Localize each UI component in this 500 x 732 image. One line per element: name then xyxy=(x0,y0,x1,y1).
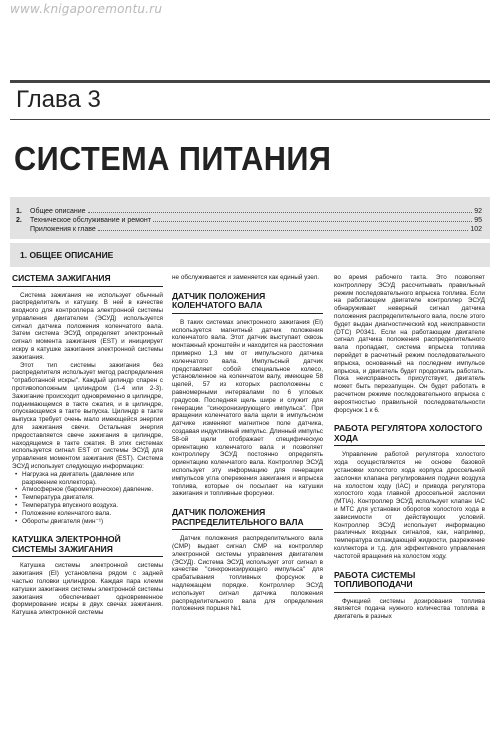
toc-leader xyxy=(98,229,468,231)
toc-page: 102 xyxy=(470,226,482,233)
paragraph: во время рабочего такта. Это позволяет контроллеру ЭСУД рассчитывать правильный режим последовательного впрыска топлива. Если на работающем двигателе контроллер ЭСУД обнаруживает неверный сигнал датчика положения распределительного вала, после этого будет выдан диагностический код неисправности (DTC) P0341. Если на работающем двигателе сигнал датчика положения распределительного вала пропадает, система впрыска топлива перейдет в расчетный режим последовательного впрыска, основанный на последнем импульсе впрыска, и двигатель будет продолжать работать. Пока неисправность присутствует, двигатель может быть перезапущен. Он будет работать в расчетном режиме последовательного впрыска с вероятностью правильной последовательности форсунок 1 к 6. xyxy=(334,274,485,414)
list-item: • Температура двигателя. xyxy=(12,494,163,502)
toc-label: Общее описание xyxy=(30,208,86,215)
top-rule xyxy=(10,80,490,83)
heading-camshaft-sensor: ДАТЧИК ПОЛОЖЕНИЯ РАСПРЕДЕЛИТЕЛЬНОГО ВАЛА xyxy=(172,508,323,530)
toc-page: 95 xyxy=(474,217,482,224)
heading-idle-regulator: РАБОТА РЕГУЛЯТОРА ХОЛОСТОГО ХОДА xyxy=(334,424,485,446)
list-item: • Положение коленчатого вала. xyxy=(12,510,163,518)
paragraph: Катушка системы электронной системы зажигания (EI) установлена рядом с задней частью головки цилиндров. Каждая пара клемм катушки зажигания системы электронной системы зажигания обеспечивает одновременное формирование искры в двух свечах зажигания. Катушка электронной системы xyxy=(12,562,163,617)
toc-label: Техническое обслуживание и ремонт xyxy=(30,217,151,224)
toc-number: 2. xyxy=(16,217,22,224)
site-watermark: www.knigaporemontu.ru xyxy=(10,2,163,16)
toc-row xyxy=(16,225,482,234)
text-column-1 xyxy=(12,274,163,617)
list-item: • Температура впускного воздуха. xyxy=(12,502,163,510)
chapter-rule xyxy=(10,119,490,120)
heading-ignition-coil: КАТУШКА ЭЛЕКТРОННОЙ СИСТЕМЫ ЗАЖИГАНИЯ xyxy=(12,535,163,557)
table-of-contents xyxy=(10,197,490,239)
toc-leader xyxy=(153,220,472,222)
chapter-title: СИСТЕМА ПИТАНИЯ xyxy=(14,140,332,177)
heading-crankshaft-sensor: ДАТЧИК ПОЛОЖЕНИЯ КОЛЕНЧАТОГО ВАЛА xyxy=(172,292,323,314)
section-title: 1. ОБЩЕЕ ОПИСАНИЕ xyxy=(20,250,114,260)
heading-ignition-system: СИСТЕМА ЗАЖИГАНИЯ xyxy=(12,274,163,287)
input-list xyxy=(12,471,163,526)
text-column-2 xyxy=(172,274,323,613)
toc-row xyxy=(16,216,482,225)
paragraph: не обслуживается и заменяется как единый узел. xyxy=(172,274,320,281)
list-item: • Атмосферное (барометрическое) давление. xyxy=(12,486,163,494)
paragraph: Этот тип системы зажигания без распределителя использует метод распределения "отработанной искры". Каждый цилиндр спарен с противоположным цилиндром (1-4 или 2-3). Зажигание происходит одновременно в цилиндре, поднимающемся в такте сжатия, и в цилиндре, опускающемся в такте выпуска. Цилиндр в такте выпуска требует очень мало имеющейся энергии для зажигания свечи. Остальная энергия предоставляется свече зажигания в цилиндре, находящемся в такте сжатия. В этих системах используется сигнал EST от системы ЭСУД для управления моментом зажигания (EST). Система ЭСУД использует следующую информацию: xyxy=(12,361,163,471)
toc-label: Приложения к главе xyxy=(30,226,96,233)
toc-number: 1. xyxy=(16,208,22,215)
text-column-3 xyxy=(334,274,485,621)
toc-leader xyxy=(88,211,473,213)
paragraph: В таких системах электронного зажигания (EI) используется магнитный датчик положения коленчатого вала. Этот датчик выступает сквозь монтажный кронштейн и находится на расстоянии примерно 1,3 мм от импульсного датчика коленчатого вала. Импульсный датчик представляет собой специальное колесо, установленное на коленчатом валу, имеющее 58 щелей, 57 из которых расположены с равномерными интервалами по 6 угловых градусов. Последняя щель шире и служит для генерации "синхронизирующего импульса". При вращении коленчатого вала щели в импульсном датчике изменяют магнитное поле датчика, создавая индуктивный импульс. Длинный импульс 58-ой щели отображает специфическую ориентацию коленчатого вала и позволяет контроллеру ЭСУД постоянно определять ориентацию коленчатого вала. Контроллер ЭСУД использует эту информацию для генерации импульсов угла опережения зажигания и впрыска топлива, которые он посылает на катушки зажигания и топливные форсунки. xyxy=(172,318,323,498)
paragraph: Функцией системы дозирования топлива является подача нужного количества топлива в двигатель в разных xyxy=(334,597,485,621)
toc-page: 92 xyxy=(474,208,482,215)
paragraph: Управление работой регулятора холостого хода осуществляется не основе базовой установки холостого хода корпуса дроссельной заслонки клапана регулирования подачи воздуха на холостом ходу (IAC) и привода регулятора холостого хода главной дроссельной заслонки (MTIA). Контроллер ЭСУД использует клапан IAC и МТС для установки оборотов холостого хода в зависимости от действующих условий. Контроллер ЭСУД использует информацию различных входных сигналов, как, например, температура охлаждающей жидкости, разрежение коллектора и т.д. для эффективного управления частотой вращения на холостом ходу. xyxy=(334,451,485,560)
paragraph: Система зажигания не использует обычный распределитель и катушку. В ней в качестве входного для контроллера электронной системы управления двигателем (ЭСУД) используется сигнал датчика положения коленчатого вала. Затем система ЭСУД определяет электронный сигнал момента зажигания (EST) и инициирует искру в катушке зажигания электронной системы зажигания. xyxy=(12,291,163,361)
list-item: • Обороты двигателя (мин⁻¹) xyxy=(12,518,163,526)
paragraph: Датчик положения распределительного вала (CMP) выдает сигнал CMP на контроллер электронной системы управления двигателем (ЭСУД). Система ЭСУД использует этот сигнал в качестве "синхронизирующего импульса" для срабатывания топливных форсунок в надлежащем порядке. Контроллер ЭСУД использует сигнал датчика положения распределительного вала для определения положения поршня №1 xyxy=(172,535,323,613)
heading-fuel-delivery: РАБОТА СИСТЕМЫ ТОПЛИВОПОДАЧИ xyxy=(334,571,485,593)
section-header xyxy=(10,243,490,267)
list-item: • Нагрузка на двигатель (давление или разряжение коллектора). xyxy=(12,471,163,487)
toc-row xyxy=(16,207,482,216)
chapter-label: Глава 3 xyxy=(16,86,101,113)
